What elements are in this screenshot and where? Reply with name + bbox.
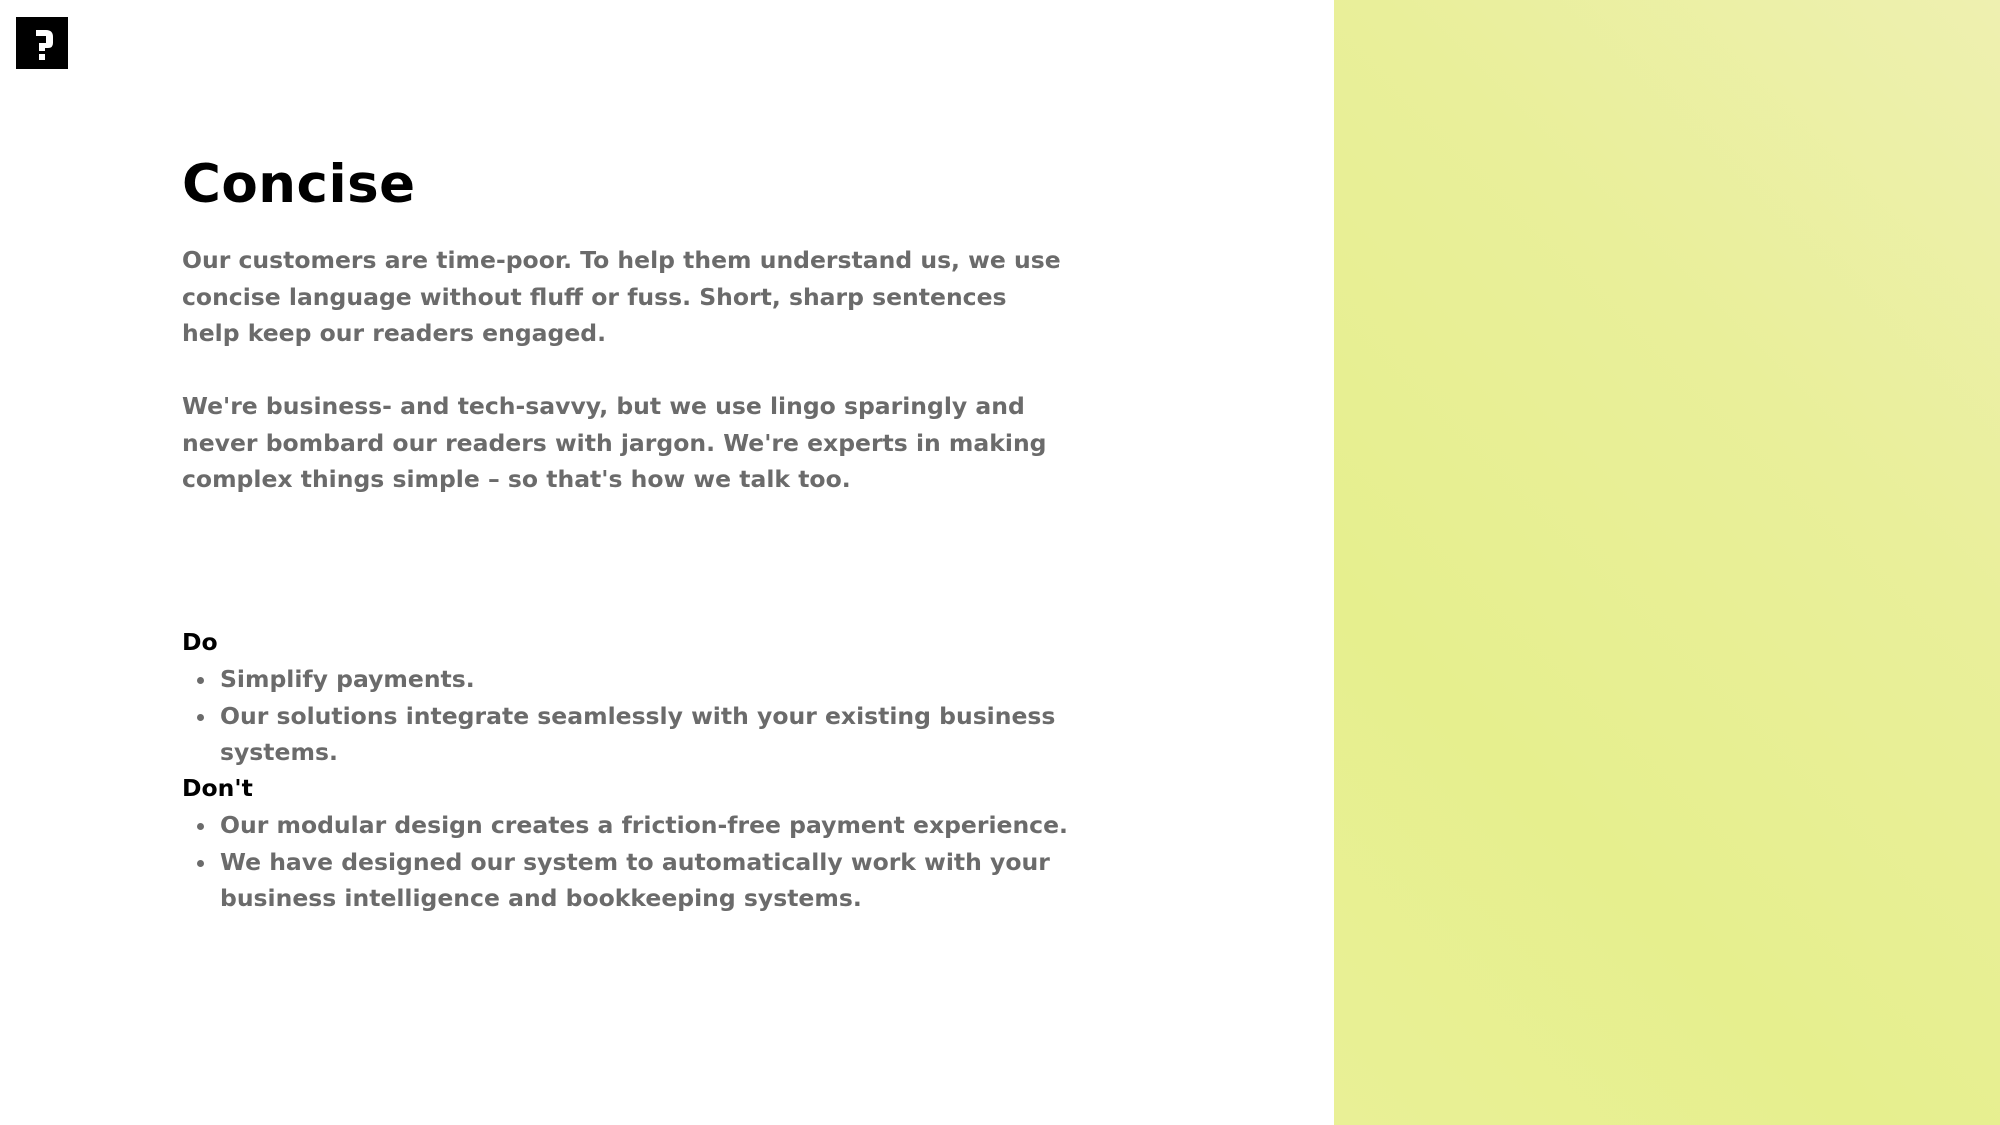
page-title: Concise	[182, 154, 416, 215]
bullet-dot-icon	[197, 714, 204, 721]
dont-item-text: We have designed our system to automatically work with your business intelligence and bookkeeping systems.	[220, 847, 1050, 912]
decorative-side-panel	[1334, 0, 2000, 1125]
bullet-dot-icon	[197, 860, 204, 867]
do-heading: Do	[182, 628, 218, 656]
do-item-text: Our solutions integrate seamlessly with your existing business systems.	[220, 701, 1056, 766]
dont-heading: Don't	[182, 774, 253, 802]
intro-paragraph: Our customers are time-poor. To help them understand us, we use concise language without fluff or fuss. Short, sharp sentences help keep our readers engaged.	[182, 246, 1061, 347]
do-item-text: Simplify payments.	[220, 665, 475, 693]
do-list-item	[182, 661, 1082, 698]
dont-list-item	[182, 844, 1082, 917]
brand-logo	[16, 17, 68, 69]
do-list-item	[182, 698, 1082, 771]
question-mark-logo-icon	[16, 17, 68, 69]
bullet-dot-icon	[197, 823, 204, 830]
dont-item-text: Our modular design creates a friction-free payment experience.	[220, 811, 1068, 839]
do-list	[182, 661, 1082, 771]
jargon-paragraph: We're business- and tech-savvy, but we use lingo sparingly and never bombard our readers with jargon. We're experts in making complex things simple – so that's how we talk too.	[182, 392, 1047, 493]
dont-list	[182, 807, 1082, 917]
dont-list-item	[182, 807, 1082, 844]
bullet-dot-icon	[197, 677, 204, 684]
